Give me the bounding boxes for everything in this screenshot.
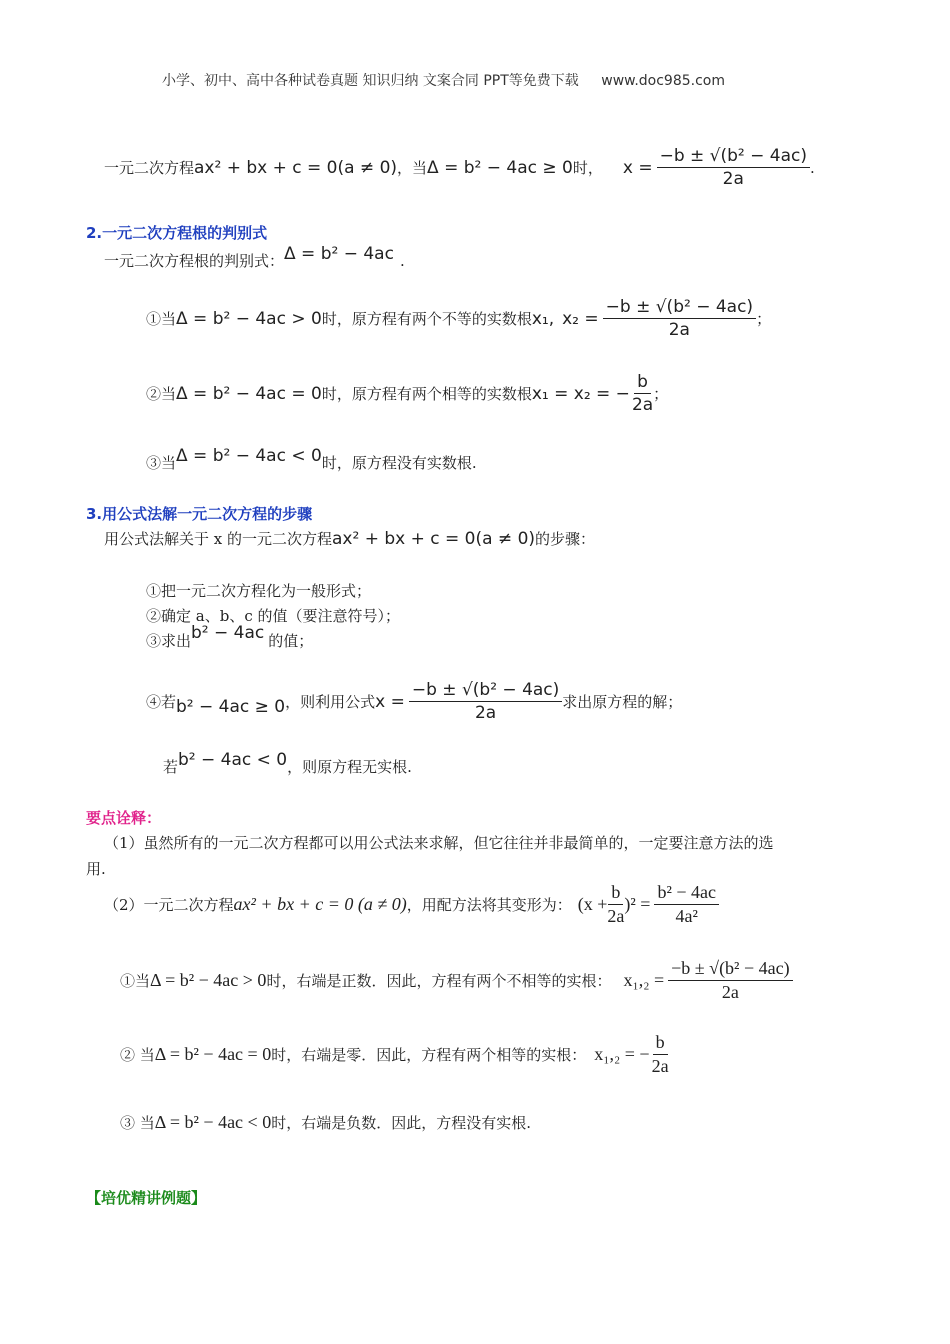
note2-prefix: （2）一元二次方程 (104, 896, 234, 914)
step4-numerator: −b ± √(b² − 4ac) (409, 680, 562, 702)
sec3-intro-prefix: 用公式法解关于 x 的一元二次方程 (104, 530, 332, 548)
case2-x: x₁ = x₂ = − (531, 383, 630, 404)
note-case-2 (120, 1032, 669, 1077)
header-site-link[interactable]: www.doc985.com (601, 73, 725, 89)
intro-numerator: −b ± √(b² − 4ac) (657, 146, 810, 168)
case2-denominator: 2a (631, 395, 654, 415)
case2-text: 时，原方程有两个相等的实数根 (321, 385, 532, 403)
note-2 (104, 882, 719, 927)
ncase1-condition: Δ = b² − 4ac > 0 (150, 970, 267, 990)
case2-fraction (632, 372, 653, 415)
step4-middle: ，则利用公式 (285, 693, 376, 711)
note-case-1 (120, 958, 793, 1003)
section-3-title: 3.用公式法解一元二次方程的步骤 (86, 505, 313, 523)
case1-end: ； (756, 310, 772, 328)
page-header (162, 70, 725, 90)
case3-condition: Δ = b² − 4ac < 0 (176, 445, 322, 466)
case1-fraction (603, 297, 756, 340)
note2-middle: ，用配方法将其变形为： (406, 896, 572, 914)
sec2-disc-label: 一元二次方程根的判别式： (104, 252, 285, 270)
case2-prefix: ②当 (146, 385, 177, 403)
ncase3-text: 时，右端是负数．因此，方程没有实根. (271, 1114, 531, 1132)
intro-comma: ，当 (397, 159, 428, 177)
step4-prefix: ④若 (146, 693, 177, 711)
case1-text: 时，原方程有两个不等的实数根 (321, 310, 532, 328)
ncase2-text: 时，右端是零．因此，方程有两个相等的实根： (271, 1046, 587, 1064)
step-2: ②确定 a、b、c 的值（要注意符号）； (146, 607, 400, 625)
ncase1-numerator: −b ± √(b² − 4ac) (668, 958, 792, 981)
case3-text: 时，原方程没有实数根. (321, 454, 477, 472)
case3-prefix: ③当 (146, 454, 177, 472)
sec2-disc-line (104, 243, 405, 271)
ncase1-x: x₁,₂ = (623, 970, 665, 990)
intro-when: 时， (572, 159, 603, 177)
note2-lhs-close: )² = (624, 894, 651, 914)
ncase3-prefix: ③ 当 (120, 1114, 155, 1132)
step4-denominator: 2a (474, 703, 497, 723)
ncase2-denominator: 2a (651, 1056, 669, 1076)
notes-title: 要点诠释： (86, 809, 162, 827)
note-1-line-b: 用. (86, 860, 106, 878)
sec2-case-1 (146, 297, 771, 340)
ncase2-condition: Δ = b² − 4ac = 0 (154, 1044, 272, 1064)
case1-x1: x₁, (531, 308, 555, 329)
step-3 (146, 622, 314, 651)
sec3-intro (104, 528, 595, 549)
note-1-line-a: （1）虽然所有的一元二次方程都可以用公式法来求解，但它往往并非最简单的，一定要注意方法的选 (104, 834, 774, 852)
ncase2-fraction (652, 1032, 669, 1077)
step3-suffix: 的值； (268, 632, 314, 650)
step4-x: x = (375, 691, 405, 712)
note2-lhs-fraction (607, 882, 624, 927)
note2-lhs-open: (x + (577, 894, 608, 914)
ncase2-numerator: b (653, 1032, 668, 1055)
intro-denominator: 2a (722, 169, 744, 189)
step5-condition: b² − 4ac < 0 (178, 749, 288, 770)
formula-intro (104, 146, 815, 189)
intro-equation: ax² + bx + c = 0(a ≠ 0) (194, 157, 398, 178)
case1-x2: x₂ = (562, 308, 599, 329)
step4-condition: b² − 4ac ≥ 0 (176, 696, 286, 717)
sec2-disc-formula: Δ = b² − 4ac (284, 243, 394, 264)
step-5 (163, 749, 412, 777)
case1-denominator: 2a (668, 320, 690, 340)
step4-suffix: 求出原方程的解； (562, 693, 683, 711)
sec3-intro-suffix: 的步骤： (535, 530, 596, 548)
note2-lhs-denominator: 2a (607, 906, 625, 926)
intro-end: . (810, 158, 815, 177)
sec3-intro-equation: ax² + bx + c = 0(a ≠ 0) (332, 528, 536, 549)
header-text: 小学、初中、高中各种试卷真题 知识归纳 文案合同 PPT等免费下载 (162, 73, 579, 89)
note2-rhs-numerator: b² − 4ac (654, 882, 719, 905)
sec2-case-2 (146, 372, 668, 415)
case2-condition: Δ = b² − 4ac = 0 (176, 383, 322, 404)
step-1: ①把一元二次方程化为一般形式； (146, 582, 372, 600)
case2-numerator: b (634, 372, 651, 394)
example-section-title: 【培优精讲例题】 (86, 1189, 207, 1207)
case1-numerator: −b ± √(b² − 4ac) (603, 297, 756, 319)
ncase1-denominator: 2a (721, 982, 739, 1002)
step5-suffix: ，则原方程无实根. (287, 758, 412, 776)
case1-prefix: ①当 (146, 310, 177, 328)
note2-equation: ax² + bx + c = 0 (a ≠ 0) (233, 894, 407, 914)
step-4 (146, 680, 682, 723)
intro-fraction (657, 146, 810, 189)
ncase1-fraction (668, 958, 792, 1003)
step4-fraction (409, 680, 562, 723)
ncase2-x: x₁,₂ = − (594, 1044, 650, 1064)
intro-x-lhs: x = (622, 157, 653, 178)
note-case-3 (120, 1112, 531, 1133)
note2-rhs-denominator: 4a² (675, 906, 698, 926)
sec2-disc-dot: . (399, 251, 405, 270)
case2-end: ； (653, 385, 669, 403)
sec2-case-3 (146, 445, 477, 473)
ncase2-prefix: ② 当 (120, 1046, 155, 1064)
step3-prefix: ③求出 (146, 632, 192, 650)
intro-prefix: 一元二次方程 (104, 159, 195, 177)
ncase1-prefix: ①当 (120, 972, 151, 990)
intro-condition: Δ = b² − 4ac ≥ 0 (427, 157, 573, 178)
section-2-title: 2.一元二次方程根的判别式 (86, 224, 268, 242)
step5-prefix: 若 (163, 758, 179, 776)
ncase1-text: 时，右端是正数．因此，方程有两个不相等的实根： (266, 972, 612, 990)
note2-lhs-numerator: b (608, 882, 623, 905)
ncase3-condition: Δ = b² − 4ac < 0 (154, 1112, 272, 1132)
case1-condition: Δ = b² − 4ac > 0 (176, 308, 322, 329)
note2-rhs-fraction (654, 882, 719, 927)
step3-expression: b² − 4ac (191, 622, 265, 643)
